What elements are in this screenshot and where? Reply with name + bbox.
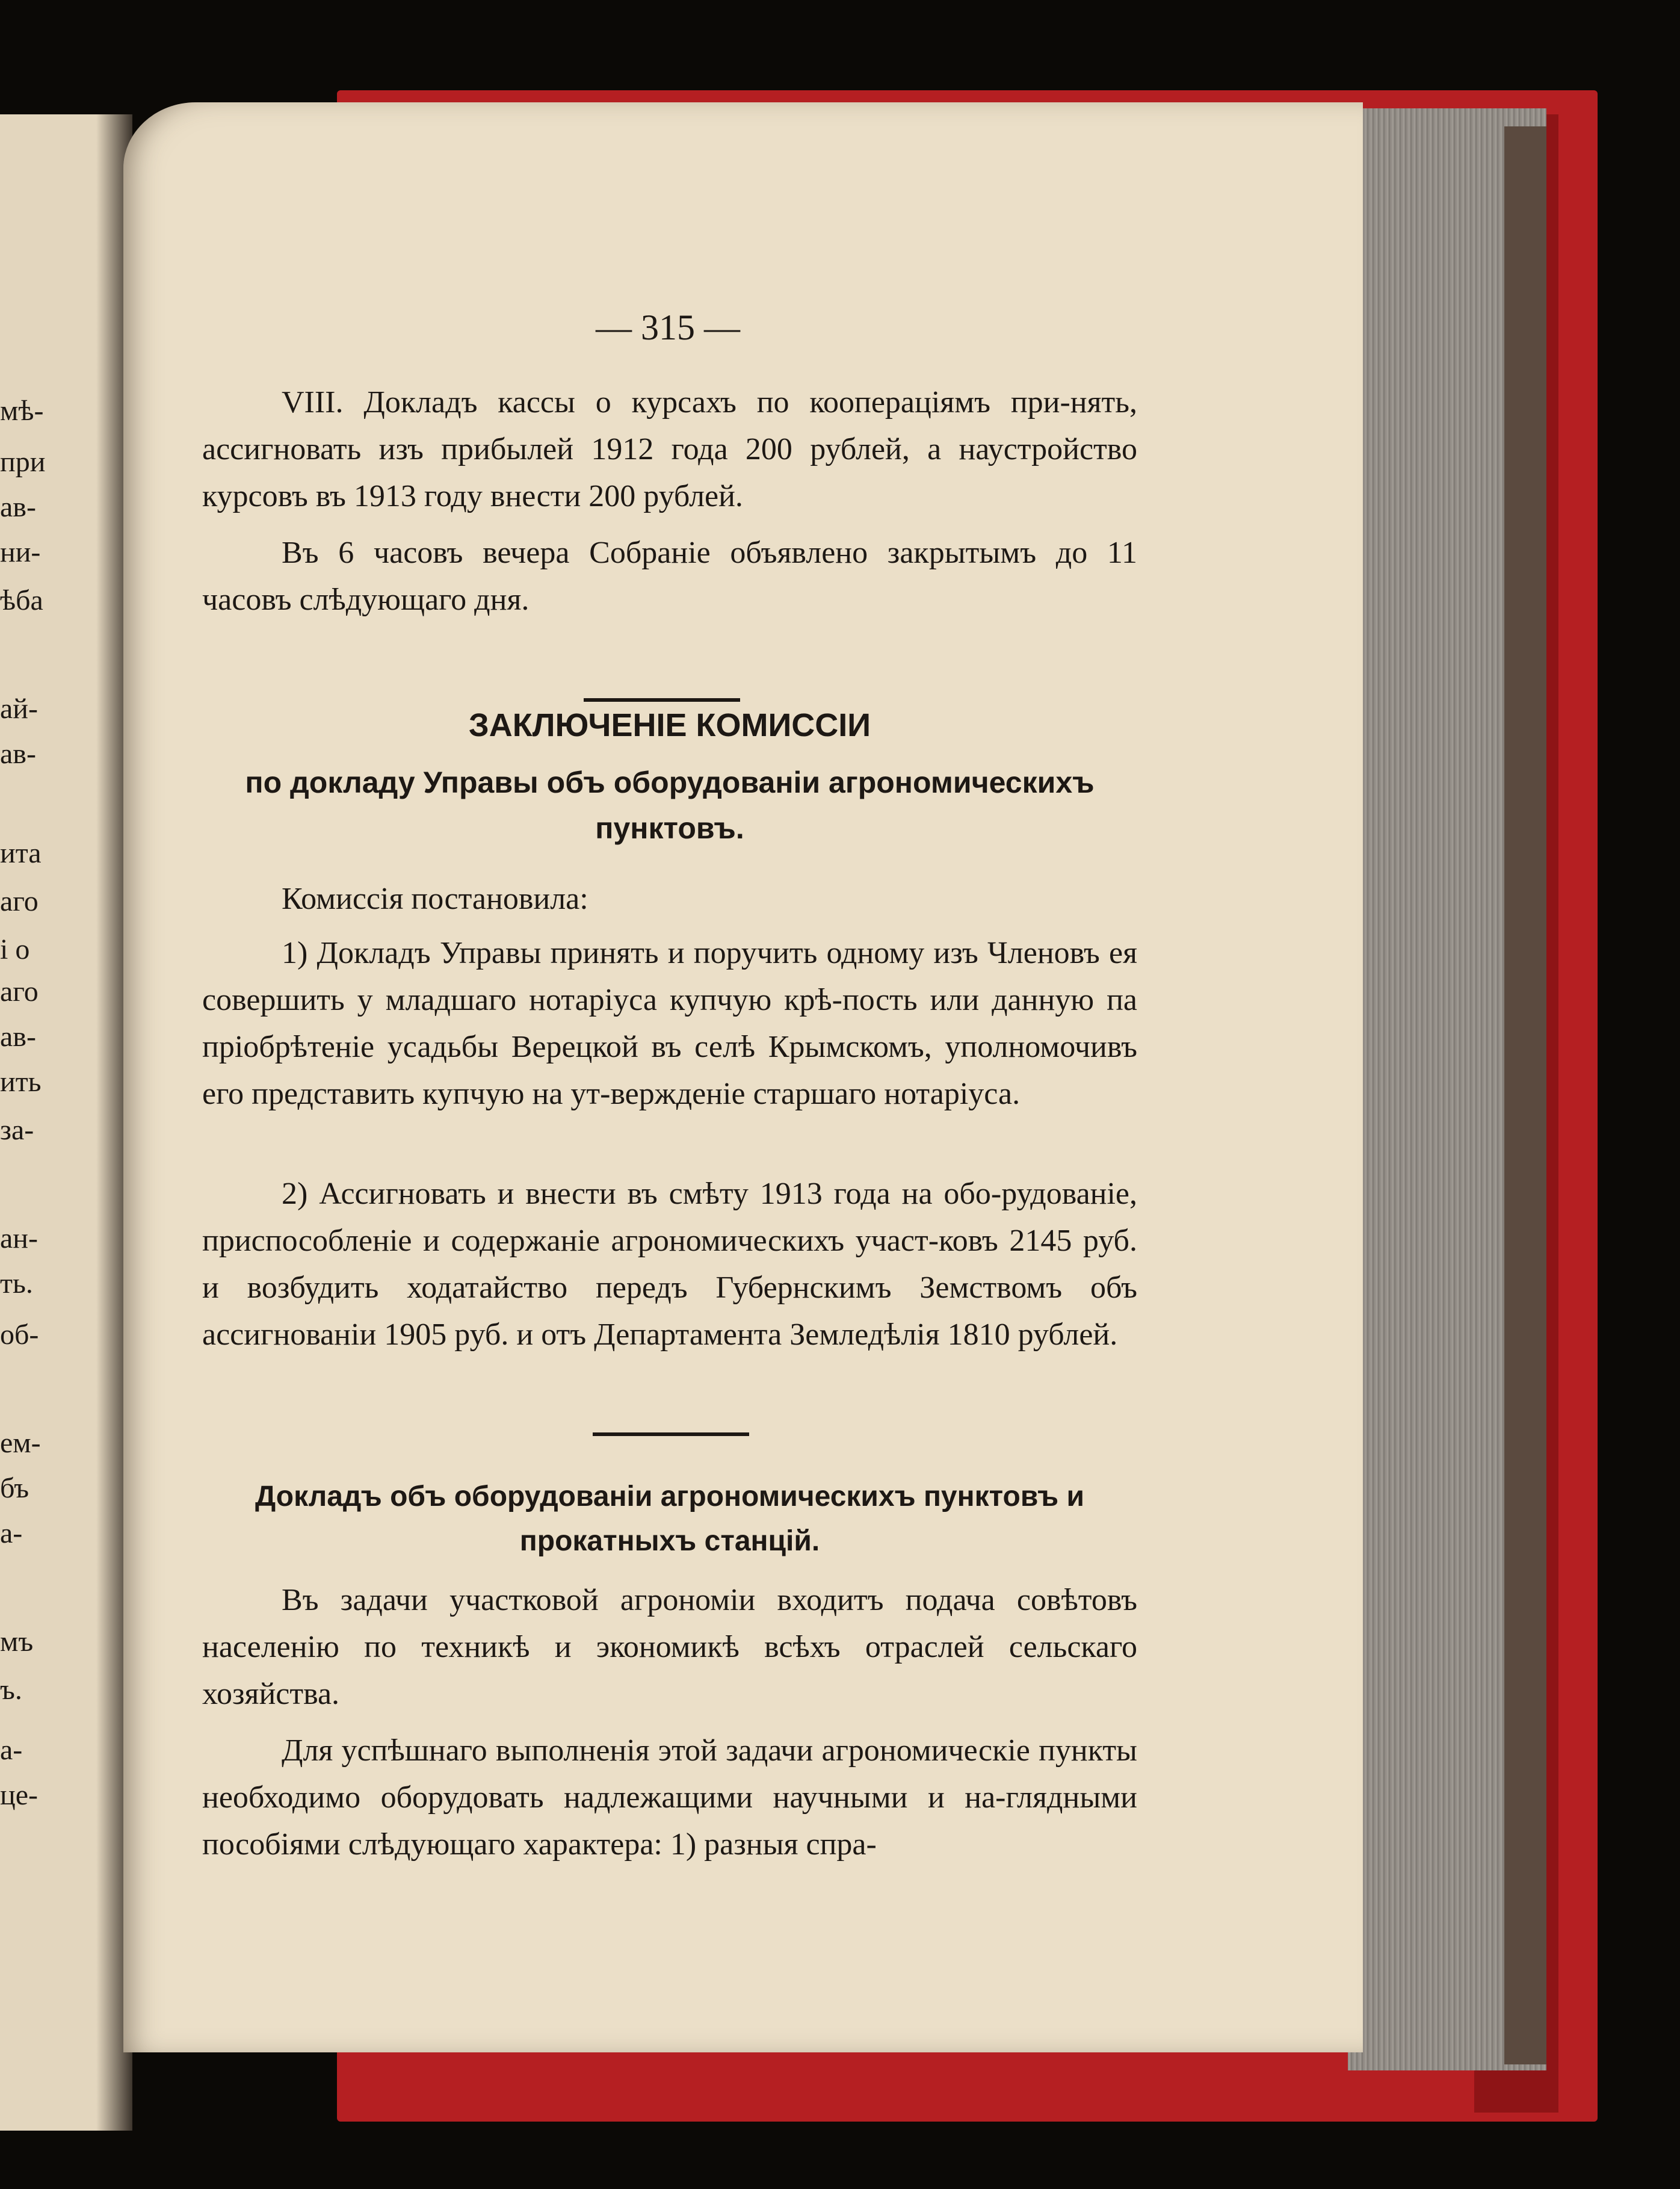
- left-page-fragment: об-: [0, 1319, 39, 1351]
- left-page-fragment: ита: [0, 837, 42, 869]
- paragraph-closing: Въ 6 часовъ вечера Собранiе объявлено закрытымъ до 11 часовъ слѣдующаго дня.: [202, 536, 1137, 617]
- left-page-fragment: ить: [0, 1066, 42, 1098]
- left-page-fragment: ав-: [0, 1021, 36, 1053]
- left-page-fragment: аго: [0, 885, 39, 917]
- subheading-commission: по докладу Управы объ оборудованіи агрономическихъ пунктовъ.: [245, 766, 1095, 845]
- left-page-fragment: а-: [0, 1734, 23, 1766]
- left-page-fragment: ав-: [0, 491, 36, 523]
- left-page-fragment: мъ: [0, 1626, 34, 1658]
- left-page-fragment: ай-: [0, 693, 38, 725]
- heading-report: Докладъ объ оборудованіи агрономическихъ пунктовъ и прокатныхъ станцій.: [255, 1481, 1084, 1557]
- commission-item-2: 2) Ассигновать и внести въ смѣту 1913 года на обо-рудованіе, приспособленіе и содержаніе агрономическихъ участ-ковъ 2145 руб. и возбудить ходатайство передъ Губернскимъ Земствомъ объ ассигнованіи 1905 руб. и отъ Департамента Земледѣлія 1810 рублей.: [202, 1177, 1137, 1352]
- heading-commission-conclusion: ЗАКЛЮЧЕНІЕ КОМИССІИ: [468, 707, 871, 743]
- left-page-fragment: аго: [0, 976, 39, 1008]
- left-page-fragment: ем-: [0, 1427, 41, 1459]
- commission-intro: Комиссія постановила:: [282, 882, 588, 916]
- left-page-fragment: ни-: [0, 536, 41, 568]
- report-paragraph-2: Для успѣшнаго выполненія этой задачи агрономическіе пункты необходимо оборудовать надлежащими научными и на-глядными пособіями слѣдующаго характера: 1) разныя спра-: [202, 1733, 1137, 1862]
- left-page-fragment: ѣба: [0, 584, 43, 616]
- paragraph-viii: VIII. Докладъ кассы о курсахъ по кооперацiямъ при-нять, ассигновать изъ прибылей 1912 года 200 рублей, а наустройство курсовъ въ 1913 году внести 200 рублей.: [202, 385, 1137, 513]
- left-page-fragment: ъ.: [0, 1674, 22, 1706]
- page-number: — 315 —: [596, 308, 740, 347]
- left-page-fragment: бъ: [0, 1472, 29, 1504]
- left-page-fragment: і о: [0, 933, 30, 965]
- left-page-fragment: ан-: [0, 1222, 38, 1254]
- left-page-fragment: при: [0, 446, 46, 478]
- left-page-fragment: ть.: [0, 1268, 33, 1299]
- left-page-fragment: а-: [0, 1517, 23, 1549]
- report-paragraph-1: Въ задачи участковой агрономіи входитъ подача совѣтовъ населенію по техникѣ и экономикѣ всѣхъ отраслей сельскаго хозяйства.: [202, 1583, 1137, 1711]
- left-page-fragment: за-: [0, 1114, 34, 1146]
- left-page-fragment: мѣ-: [0, 395, 44, 427]
- section-divider-2: [593, 1432, 749, 1436]
- commission-item-1: 1) Докладъ Управы принять и поручить одному изъ Членовъ ея совершить у младшаго нотаріуса купчую крѣ-пость или данную па пріобрѣтеніе усадьбы Верецкой въ селѣ Крымскомъ, уполномочивъ его представить купчую на ут-вержденіе старшаго нотаріуса.: [202, 936, 1137, 1111]
- left-page-fragment: це-: [0, 1779, 38, 1811]
- page-stack-shadow: [1504, 126, 1546, 2064]
- left-page-fragment: ав-: [0, 738, 36, 770]
